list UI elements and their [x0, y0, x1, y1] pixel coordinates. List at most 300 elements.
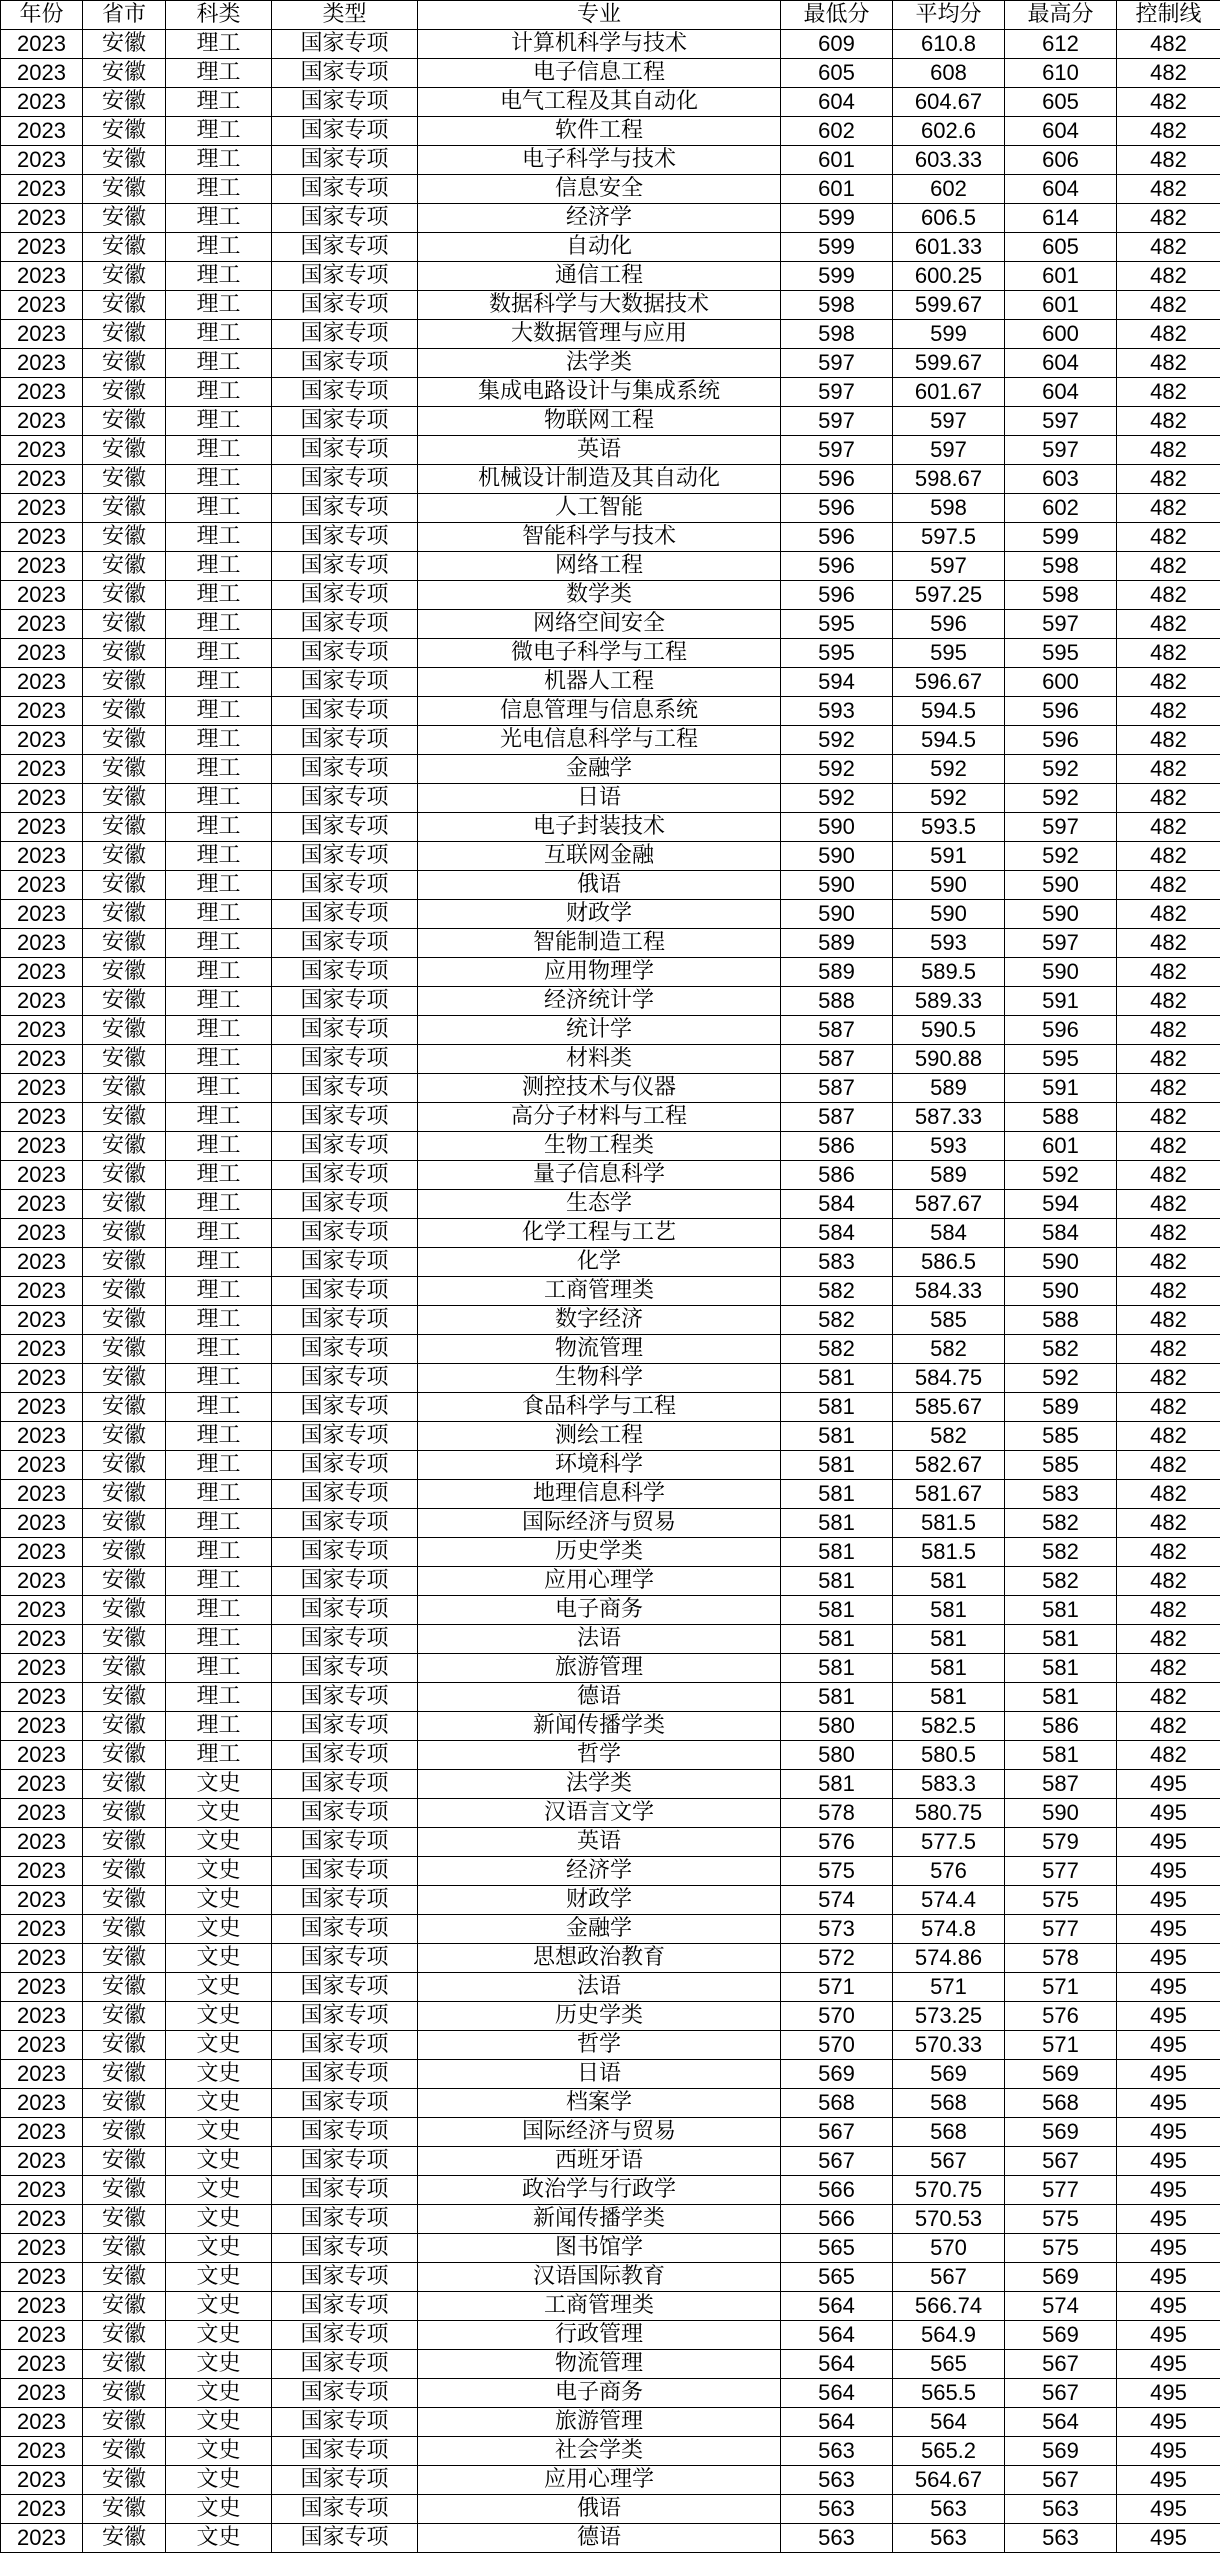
avg-score-cell: 599: [893, 320, 1005, 349]
max-score-cell: 596: [1005, 726, 1117, 755]
table-row: [1, 2002, 1220, 2031]
province-cell: 安徽: [83, 1277, 166, 1306]
avg-score-cell: 565: [893, 2350, 1005, 2379]
max-score-cell: 575: [1005, 2234, 1117, 2263]
table-row: [1, 2263, 1220, 2292]
subject-cell: 理工: [166, 1451, 272, 1480]
table-row: [1, 2524, 1220, 2553]
min-score-cell: 596: [781, 523, 893, 552]
province-cell: 安徽: [83, 2118, 166, 2147]
subject-cell: 理工: [166, 1016, 272, 1045]
year-cell: 2023: [1, 262, 83, 291]
major-cell: 物流管理: [418, 2350, 781, 2379]
min-score-cell: 589: [781, 929, 893, 958]
year-cell: 2023: [1, 233, 83, 262]
major-cell: 日语: [418, 784, 781, 813]
type-cell: 国家专项: [272, 204, 418, 233]
max-score-cell: 581: [1005, 1596, 1117, 1625]
table-row: [1, 378, 1220, 407]
min-score-cell: 595: [781, 639, 893, 668]
table-row: [1, 233, 1220, 262]
year-cell: 2023: [1, 2437, 83, 2466]
max-score-cell: 601: [1005, 1132, 1117, 1161]
table-row: [1, 2292, 1220, 2321]
subject-cell: 理工: [166, 755, 272, 784]
table-row: [1, 2437, 1220, 2466]
min-score-cell: 567: [781, 2147, 893, 2176]
max-score-cell: 564: [1005, 2408, 1117, 2437]
table-row: [1, 349, 1220, 378]
header-control-line: 控制线: [1117, 1, 1220, 30]
table-row: [1, 1799, 1220, 1828]
max-score-cell: 597: [1005, 436, 1117, 465]
year-cell: 2023: [1, 320, 83, 349]
max-score-cell: 569: [1005, 2118, 1117, 2147]
table-row: [1, 610, 1220, 639]
year-cell: 2023: [1, 2234, 83, 2263]
control-line-cell: 482: [1117, 987, 1220, 1016]
min-score-cell: 581: [781, 1596, 893, 1625]
control-line-cell: 482: [1117, 755, 1220, 784]
province-cell: 安徽: [83, 2437, 166, 2466]
year-cell: 2023: [1, 1074, 83, 1103]
max-score-cell: 600: [1005, 320, 1117, 349]
min-score-cell: 580: [781, 1712, 893, 1741]
type-cell: 国家专项: [272, 668, 418, 697]
year-cell: 2023: [1, 871, 83, 900]
control-line-cell: 495: [1117, 1828, 1220, 1857]
table-row: [1, 2205, 1220, 2234]
max-score-cell: 590: [1005, 871, 1117, 900]
avg-score-cell: 583.3: [893, 1770, 1005, 1799]
major-cell: 机械设计制造及其自动化: [418, 465, 781, 494]
avg-score-cell: 581: [893, 1683, 1005, 1712]
header-max-score: 最高分: [1005, 1, 1117, 30]
max-score-cell: 587: [1005, 1770, 1117, 1799]
header-min-score: 最低分: [781, 1, 893, 30]
avg-score-cell: 589.5: [893, 958, 1005, 987]
table-row: [1, 2176, 1220, 2205]
province-cell: 安徽: [83, 697, 166, 726]
subject-cell: 文史: [166, 2350, 272, 2379]
province-cell: 安徽: [83, 2350, 166, 2379]
type-cell: 国家专项: [272, 494, 418, 523]
subject-cell: 理工: [166, 1248, 272, 1277]
major-cell: 哲学: [418, 2031, 781, 2060]
min-score-cell: 597: [781, 378, 893, 407]
avg-score-cell: 566.74: [893, 2292, 1005, 2321]
type-cell: 国家专项: [272, 1828, 418, 1857]
min-score-cell: 567: [781, 2118, 893, 2147]
control-line-cell: 482: [1117, 726, 1220, 755]
control-line-cell: 482: [1117, 1741, 1220, 1770]
year-cell: 2023: [1, 929, 83, 958]
year-cell: 2023: [1, 378, 83, 407]
type-cell: 国家专项: [272, 2031, 418, 2060]
province-cell: 安徽: [83, 1074, 166, 1103]
control-line-cell: 495: [1117, 1770, 1220, 1799]
year-cell: 2023: [1, 59, 83, 88]
table-row: [1, 59, 1220, 88]
avg-score-cell: 582: [893, 1335, 1005, 1364]
province-cell: 安徽: [83, 1828, 166, 1857]
max-score-cell: 582: [1005, 1335, 1117, 1364]
type-cell: 国家专项: [272, 1335, 418, 1364]
subject-cell: 文史: [166, 2524, 272, 2553]
type-cell: 国家专项: [272, 2408, 418, 2437]
major-cell: 数据科学与大数据技术: [418, 291, 781, 320]
year-cell: 2023: [1, 1596, 83, 1625]
max-score-cell: 596: [1005, 697, 1117, 726]
province-cell: 安徽: [83, 1161, 166, 1190]
type-cell: 国家专项: [272, 610, 418, 639]
control-line-cell: 482: [1117, 523, 1220, 552]
avg-score-cell: 594.5: [893, 726, 1005, 755]
max-score-cell: 569: [1005, 2321, 1117, 2350]
province-cell: 安徽: [83, 1770, 166, 1799]
type-cell: 国家专项: [272, 2524, 418, 2553]
max-score-cell: 595: [1005, 639, 1117, 668]
table-row: [1, 1828, 1220, 1857]
max-score-cell: 578: [1005, 1944, 1117, 1973]
major-cell: 金融学: [418, 755, 781, 784]
max-score-cell: 594: [1005, 1190, 1117, 1219]
max-score-cell: 610: [1005, 59, 1117, 88]
type-cell: 国家专项: [272, 1103, 418, 1132]
major-cell: 生态学: [418, 1190, 781, 1219]
year-cell: 2023: [1, 2031, 83, 2060]
type-cell: 国家专项: [272, 1219, 418, 1248]
control-line-cell: 482: [1117, 1364, 1220, 1393]
max-score-cell: 597: [1005, 407, 1117, 436]
avg-score-cell: 567: [893, 2263, 1005, 2292]
major-cell: 电子科学与技术: [418, 146, 781, 175]
type-cell: 国家专项: [272, 871, 418, 900]
major-cell: 化学: [418, 1248, 781, 1277]
province-cell: 安徽: [83, 2263, 166, 2292]
province-cell: 安徽: [83, 436, 166, 465]
max-score-cell: 590: [1005, 1248, 1117, 1277]
type-cell: 国家专项: [272, 291, 418, 320]
major-cell: 档案学: [418, 2089, 781, 2118]
table-row: [1, 2147, 1220, 2176]
avg-score-cell: 596.67: [893, 668, 1005, 697]
min-score-cell: 570: [781, 2031, 893, 2060]
min-score-cell: 581: [781, 1567, 893, 1596]
major-cell: 政治学与行政学: [418, 2176, 781, 2205]
year-cell: 2023: [1, 697, 83, 726]
major-cell: 汉语国际教育: [418, 2263, 781, 2292]
subject-cell: 理工: [166, 900, 272, 929]
type-cell: 国家专项: [272, 1132, 418, 1161]
subject-cell: 理工: [166, 494, 272, 523]
subject-cell: 理工: [166, 407, 272, 436]
major-cell: 统计学: [418, 1016, 781, 1045]
subject-cell: 理工: [166, 552, 272, 581]
year-cell: 2023: [1, 1451, 83, 1480]
subject-cell: 文史: [166, 1886, 272, 1915]
max-score-cell: 583: [1005, 1480, 1117, 1509]
max-score-cell: 597: [1005, 610, 1117, 639]
major-cell: 材料类: [418, 1045, 781, 1074]
province-cell: 安徽: [83, 175, 166, 204]
major-cell: 汉语言文学: [418, 1799, 781, 1828]
avg-score-cell: 570.75: [893, 2176, 1005, 2205]
province-cell: 安徽: [83, 2234, 166, 2263]
year-cell: 2023: [1, 1277, 83, 1306]
avg-score-cell: 590.88: [893, 1045, 1005, 1074]
table-row: [1, 697, 1220, 726]
table-row: [1, 2408, 1220, 2437]
type-cell: 国家专项: [272, 2060, 418, 2089]
table-row: [1, 436, 1220, 465]
max-score-cell: 581: [1005, 1654, 1117, 1683]
max-score-cell: 575: [1005, 1886, 1117, 1915]
subject-cell: 理工: [166, 175, 272, 204]
subject-cell: 理工: [166, 523, 272, 552]
province-cell: 安徽: [83, 1683, 166, 1712]
major-cell: 俄语: [418, 2495, 781, 2524]
type-cell: 国家专项: [272, 262, 418, 291]
year-cell: 2023: [1, 1190, 83, 1219]
min-score-cell: 581: [781, 1625, 893, 1654]
subject-cell: 文史: [166, 2031, 272, 2060]
avg-score-cell: 570.33: [893, 2031, 1005, 2060]
table-row: [1, 1538, 1220, 1567]
avg-score-cell: 603.33: [893, 146, 1005, 175]
province-cell: 安徽: [83, 262, 166, 291]
table-row: [1, 1219, 1220, 1248]
type-cell: 国家专项: [272, 1074, 418, 1103]
province-cell: 安徽: [83, 1944, 166, 1973]
min-score-cell: 566: [781, 2176, 893, 2205]
major-cell: 光电信息科学与工程: [418, 726, 781, 755]
major-cell: 地理信息科学: [418, 1480, 781, 1509]
province-cell: 安徽: [83, 378, 166, 407]
year-cell: 2023: [1, 1770, 83, 1799]
type-cell: 国家专项: [272, 407, 418, 436]
avg-score-cell: 595: [893, 639, 1005, 668]
subject-cell: 理工: [166, 1103, 272, 1132]
max-score-cell: 589: [1005, 1393, 1117, 1422]
major-cell: 思想政治教育: [418, 1944, 781, 1973]
max-score-cell: 600: [1005, 668, 1117, 697]
table-row: [1, 1335, 1220, 1364]
major-cell: 西班牙语: [418, 2147, 781, 2176]
province-cell: 安徽: [83, 1190, 166, 1219]
type-cell: 国家专项: [272, 1683, 418, 1712]
major-cell: 法学类: [418, 1770, 781, 1799]
control-line-cell: 482: [1117, 1712, 1220, 1741]
subject-cell: 理工: [166, 1625, 272, 1654]
year-cell: 2023: [1, 349, 83, 378]
province-cell: 安徽: [83, 2060, 166, 2089]
avg-score-cell: 610.8: [893, 30, 1005, 59]
control-line-cell: 482: [1117, 1393, 1220, 1422]
type-cell: 国家专项: [272, 755, 418, 784]
control-line-cell: 482: [1117, 900, 1220, 929]
type-cell: 国家专项: [272, 88, 418, 117]
control-line-cell: 495: [1117, 2147, 1220, 2176]
subject-cell: 文史: [166, 2234, 272, 2263]
subject-cell: 理工: [166, 1219, 272, 1248]
type-cell: 国家专项: [272, 1799, 418, 1828]
table-row: [1, 1248, 1220, 1277]
major-cell: 法语: [418, 1625, 781, 1654]
type-cell: 国家专项: [272, 1886, 418, 1915]
max-score-cell: 581: [1005, 1683, 1117, 1712]
table-row: [1, 2089, 1220, 2118]
min-score-cell: 587: [781, 1074, 893, 1103]
header-major: 专业: [418, 1, 781, 30]
subject-cell: 理工: [166, 204, 272, 233]
major-cell: 测控技术与仪器: [418, 1074, 781, 1103]
major-cell: 新闻传播学类: [418, 1712, 781, 1741]
min-score-cell: 601: [781, 175, 893, 204]
avg-score-cell: 602: [893, 175, 1005, 204]
subject-cell: 文史: [166, 2089, 272, 2118]
control-line-cell: 495: [1117, 2060, 1220, 2089]
max-score-cell: 563: [1005, 2495, 1117, 2524]
max-score-cell: 574: [1005, 2292, 1117, 2321]
province-cell: 安徽: [83, 784, 166, 813]
province-cell: 安徽: [83, 2031, 166, 2060]
table-row: [1, 958, 1220, 987]
table-body: [1, 30, 1220, 2553]
major-cell: 历史学类: [418, 1538, 781, 1567]
province-cell: 安徽: [83, 900, 166, 929]
control-line-cell: 482: [1117, 1683, 1220, 1712]
avg-score-cell: 563: [893, 2524, 1005, 2553]
table-row: [1, 1364, 1220, 1393]
avg-score-cell: 598.67: [893, 465, 1005, 494]
avg-score-cell: 568: [893, 2118, 1005, 2147]
control-line-cell: 482: [1117, 639, 1220, 668]
table-row: [1, 88, 1220, 117]
subject-cell: 理工: [166, 117, 272, 146]
control-line-cell: 495: [1117, 2002, 1220, 2031]
min-score-cell: 593: [781, 697, 893, 726]
max-score-cell: 586: [1005, 1712, 1117, 1741]
control-line-cell: 482: [1117, 1016, 1220, 1045]
province-cell: 安徽: [83, 117, 166, 146]
min-score-cell: 564: [781, 2408, 893, 2437]
province-cell: 安徽: [83, 1451, 166, 1480]
major-cell: 行政管理: [418, 2321, 781, 2350]
province-cell: 安徽: [83, 233, 166, 262]
max-score-cell: 598: [1005, 581, 1117, 610]
subject-cell: 理工: [166, 1741, 272, 1770]
province-cell: 安徽: [83, 2147, 166, 2176]
major-cell: 法学类: [418, 349, 781, 378]
type-cell: 国家专项: [272, 813, 418, 842]
min-score-cell: 573: [781, 1915, 893, 1944]
type-cell: 国家专项: [272, 2234, 418, 2263]
control-line-cell: 482: [1117, 1277, 1220, 1306]
type-cell: 国家专项: [272, 320, 418, 349]
type-cell: 国家专项: [272, 1712, 418, 1741]
max-score-cell: 596: [1005, 1016, 1117, 1045]
year-cell: 2023: [1, 552, 83, 581]
province-cell: 安徽: [83, 1364, 166, 1393]
province-cell: 安徽: [83, 842, 166, 871]
table-row: [1, 1654, 1220, 1683]
table-row: [1, 1074, 1220, 1103]
max-score-cell: 604: [1005, 175, 1117, 204]
type-cell: 国家专项: [272, 349, 418, 378]
control-line-cell: 495: [1117, 2205, 1220, 2234]
control-line-cell: 495: [1117, 2495, 1220, 2524]
avg-score-cell: 584.75: [893, 1364, 1005, 1393]
min-score-cell: 597: [781, 436, 893, 465]
major-cell: 俄语: [418, 871, 781, 900]
avg-score-cell: 597: [893, 552, 1005, 581]
province-cell: 安徽: [83, 1045, 166, 1074]
subject-cell: 理工: [166, 1045, 272, 1074]
province-cell: 安徽: [83, 407, 166, 436]
year-cell: 2023: [1, 204, 83, 233]
province-cell: 安徽: [83, 88, 166, 117]
min-score-cell: 581: [781, 1422, 893, 1451]
year-cell: 2023: [1, 2466, 83, 2495]
year-cell: 2023: [1, 1857, 83, 1886]
control-line-cell: 482: [1117, 88, 1220, 117]
province-cell: 安徽: [83, 581, 166, 610]
min-score-cell: 580: [781, 1741, 893, 1770]
max-score-cell: 569: [1005, 2263, 1117, 2292]
year-cell: 2023: [1, 2205, 83, 2234]
year-cell: 2023: [1, 2524, 83, 2553]
avg-score-cell: 565.5: [893, 2379, 1005, 2408]
type-cell: 国家专项: [272, 1364, 418, 1393]
subject-cell: 理工: [166, 1074, 272, 1103]
avg-score-cell: 597.5: [893, 523, 1005, 552]
year-cell: 2023: [1, 1045, 83, 1074]
province-cell: 安徽: [83, 668, 166, 697]
control-line-cell: 482: [1117, 1248, 1220, 1277]
province-cell: 安徽: [83, 1741, 166, 1770]
avg-score-cell: 593: [893, 929, 1005, 958]
province-cell: 安徽: [83, 1567, 166, 1596]
subject-cell: 理工: [166, 1683, 272, 1712]
max-score-cell: 604: [1005, 349, 1117, 378]
control-line-cell: 482: [1117, 581, 1220, 610]
province-cell: 安徽: [83, 871, 166, 900]
subject-cell: 理工: [166, 842, 272, 871]
province-cell: 安徽: [83, 2408, 166, 2437]
year-cell: 2023: [1, 1625, 83, 1654]
table-header: [1, 1, 1220, 30]
year-cell: 2023: [1, 2263, 83, 2292]
subject-cell: 理工: [166, 1190, 272, 1219]
subject-cell: 理工: [166, 30, 272, 59]
province-cell: 安徽: [83, 2002, 166, 2031]
max-score-cell: 588: [1005, 1306, 1117, 1335]
subject-cell: 理工: [166, 291, 272, 320]
major-cell: 通信工程: [418, 262, 781, 291]
table-row: [1, 320, 1220, 349]
province-cell: 安徽: [83, 929, 166, 958]
avg-score-cell: 581.5: [893, 1538, 1005, 1567]
table-row: [1, 784, 1220, 813]
max-score-cell: 582: [1005, 1509, 1117, 1538]
avg-score-cell: 582.5: [893, 1712, 1005, 1741]
type-cell: 国家专项: [272, 465, 418, 494]
control-line-cell: 482: [1117, 1190, 1220, 1219]
table-row: [1, 204, 1220, 233]
province-cell: 安徽: [83, 1915, 166, 1944]
control-line-cell: 482: [1117, 1219, 1220, 1248]
